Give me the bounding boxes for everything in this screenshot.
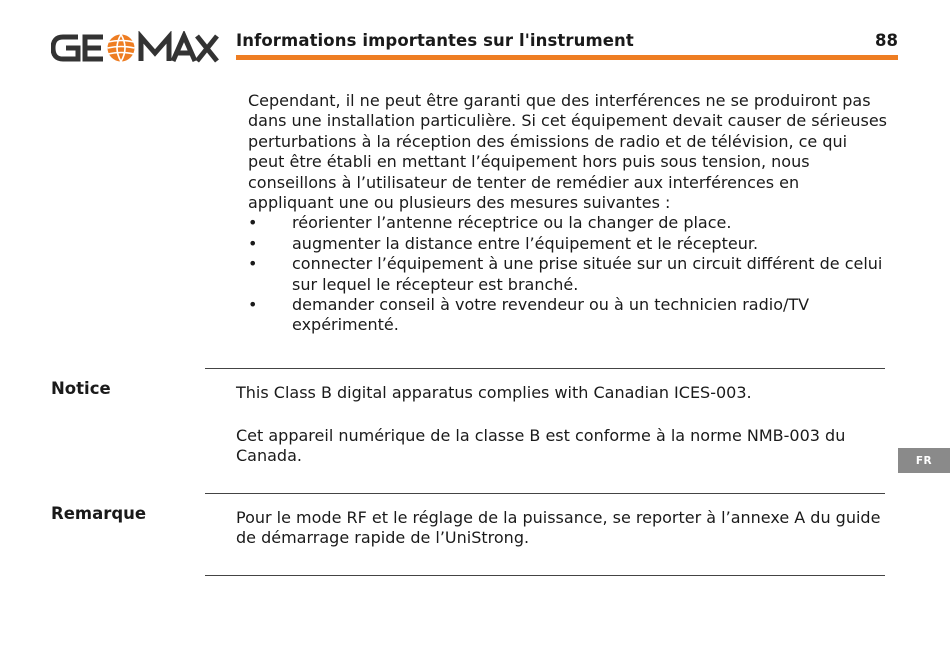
section-label-notice: Notice bbox=[51, 379, 111, 398]
geomax-logo bbox=[51, 31, 219, 65]
intro-paragraph: Cependant, il ne peut être garanti que des interférences ne se produiront pas dans une installation particulière. Si cet équipement devait causer de sérieuses perturbations à la réception des émissions de radio et de télévision, ce qui peut être établi en mettant l’équipement hors puis sous tension, nous conseillons à l’utilisateur de tenter de remédier aux interférences en appliquant une ou plusieurs des mesures suivantes : bbox=[248, 91, 887, 213]
bullet-icon: • bbox=[248, 213, 258, 233]
list-item bbox=[248, 295, 888, 336]
intro-block bbox=[248, 91, 888, 336]
list-item bbox=[248, 213, 888, 233]
notice-paragraph-en: This Class B digital apparatus complies with Canadian ICES-003. bbox=[236, 383, 752, 402]
bullet-icon: • bbox=[248, 295, 258, 315]
section-label-remarque: Remarque bbox=[51, 504, 147, 523]
list-item-text: augmenter la distance entre l’équipement et le récepteur. bbox=[292, 233, 759, 253]
running-header-title: Informations importantes sur l'instrument bbox=[236, 31, 634, 50]
section-divider bbox=[205, 575, 885, 576]
list-item bbox=[248, 254, 888, 295]
bullet-icon: • bbox=[248, 254, 258, 274]
section-divider bbox=[205, 493, 885, 494]
page-number: 88 bbox=[875, 31, 898, 50]
list-item-text: réorienter l’antenne réceptrice ou la changer de place. bbox=[292, 213, 732, 233]
remarque-paragraph: Pour le mode RF et le réglage de la puissance, se reporter à l’annexe A du guide de démarrage rapide de l’UniStrong. bbox=[236, 508, 881, 548]
list-item-text: demander conseil à votre revendeur ou à un technicien radio/TV expérimenté. bbox=[292, 295, 810, 335]
section-divider bbox=[205, 368, 885, 369]
bullet-icon: • bbox=[248, 233, 258, 253]
mitigation-list bbox=[248, 213, 888, 335]
list-item-text: connecter l’équipement à une prise située sur un circuit différent de celui sur lequel le récepteur est branché. bbox=[292, 254, 883, 294]
notice-paragraph-fr: Cet appareil numérique de la classe B est conforme à la norme NMB-003 du Canada. bbox=[236, 426, 846, 466]
header-accent-rule bbox=[236, 55, 898, 60]
list-item bbox=[248, 234, 888, 254]
language-tab-fr[interactable]: FR bbox=[898, 448, 950, 473]
